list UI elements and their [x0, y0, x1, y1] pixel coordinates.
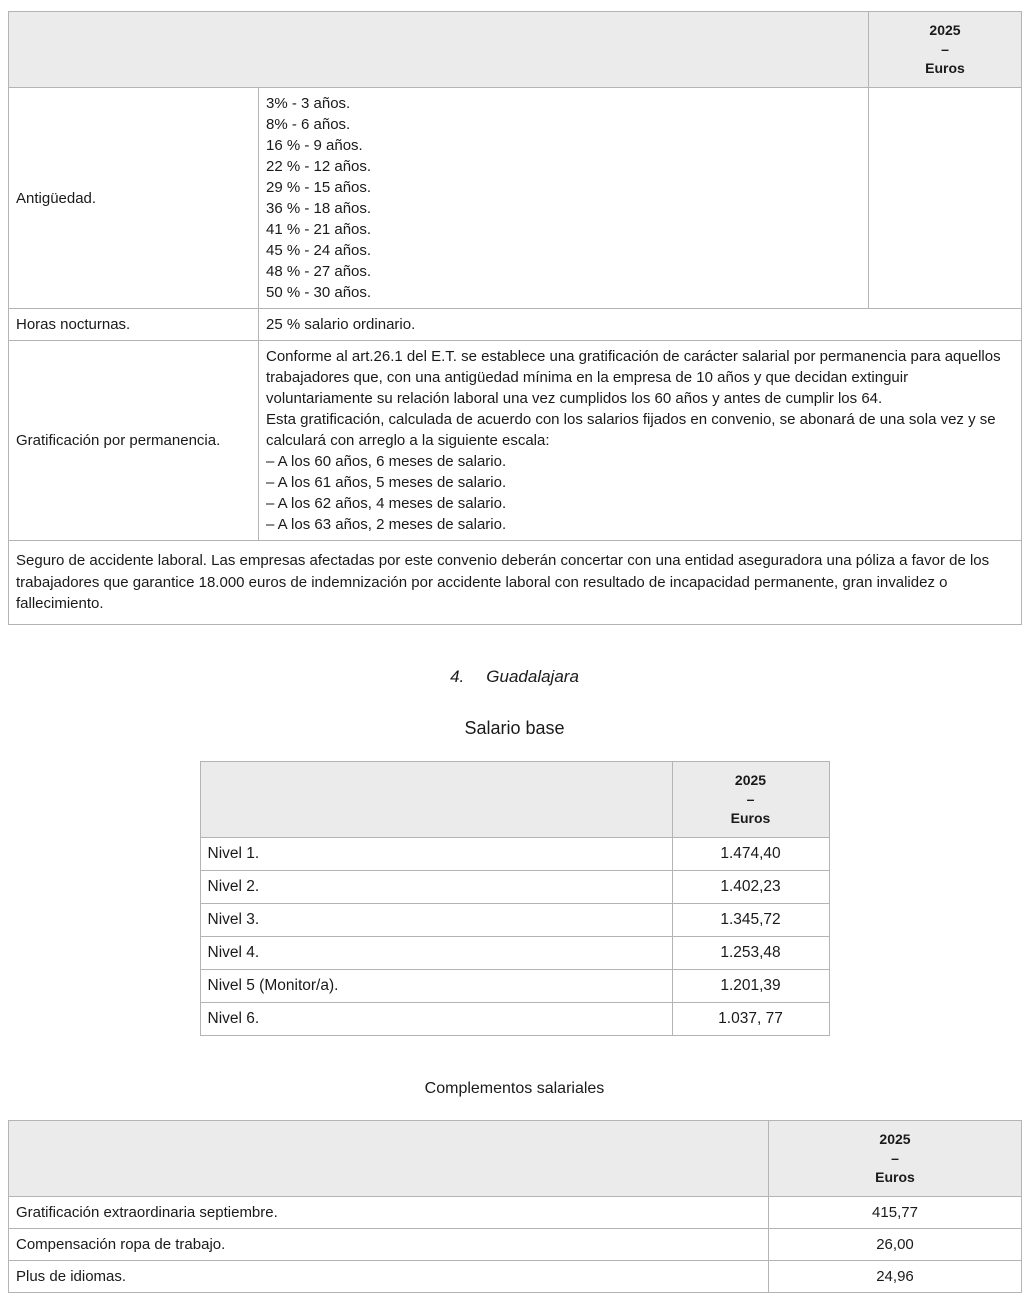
salario-header-row [200, 761, 829, 837]
row-value: 1.474,40 [672, 837, 829, 870]
table-row-nivel-3 [200, 903, 829, 936]
bottom-whitespace [0, 1293, 1029, 1302]
complementos-header-empty-cell [9, 1120, 769, 1196]
antiguedad-line: 3% - 3 años. [266, 95, 351, 112]
gratificacion-content-cell [259, 341, 1022, 541]
table-row-nivel-5 [200, 969, 829, 1002]
salario-base-table [200, 761, 830, 1036]
row-value: 26,00 [769, 1228, 1022, 1260]
year-header-unit: Euros [925, 60, 965, 76]
row-label: Nivel 1. [200, 837, 672, 870]
antiguedad-line: 50 % - 30 años. [266, 284, 372, 301]
table-row-nivel-1 [200, 837, 829, 870]
year-header [876, 21, 1014, 78]
gratificacion-paragraph: Esta gratificación, calculada de acuerdo con los salarios fijados en convenio, se abonará de una sola vez y se calculará con arreglo a la siguiente escala: [266, 411, 996, 449]
antiguedad-content-cell [259, 88, 869, 309]
antiguedad-euros-cell-empty [869, 88, 1022, 309]
table-row-compensacion-ropa [9, 1228, 1022, 1260]
year-header [776, 1130, 1014, 1187]
row-label: Nivel 3. [200, 903, 672, 936]
row-value: 1.201,39 [672, 969, 829, 1002]
table-row-nivel-2 [200, 870, 829, 903]
row-value: 1.345,72 [672, 903, 829, 936]
year-header-dash: – [941, 41, 949, 57]
year-header-unit: Euros [730, 809, 771, 826]
section-number: 4. [450, 666, 465, 686]
table-row-gratificacion-septiembre [9, 1196, 1022, 1228]
antiguedad-line: 41 % - 21 años. [266, 221, 372, 238]
table-row-nivel-4 [200, 936, 829, 969]
row-value: 1.037, 77 [672, 1002, 829, 1035]
antiguedad-line: 22 % - 12 años. [266, 158, 372, 175]
main-table-year-header-cell [869, 12, 1022, 88]
salario-base-heading: Salario base [464, 717, 565, 738]
salario-year-header-cell [672, 761, 829, 837]
row-value: 1.253,48 [672, 936, 829, 969]
row-label: Nivel 6. [200, 1002, 672, 1035]
year-header-year: 2025 [734, 771, 767, 788]
table-row-nivel-6 [200, 1002, 829, 1035]
complementos-table [8, 1120, 1022, 1293]
horas-nocturnas-line: 25 % salario ordinario. [266, 316, 416, 333]
complementos-year-header-cell [769, 1120, 1022, 1196]
gratificacion-scale-line: – A los 60 años, 6 meses de salario. [266, 453, 507, 470]
year-header-year: 2025 [879, 1130, 911, 1147]
year-header-dash: – [891, 1149, 899, 1166]
main-table-header-row [9, 12, 1022, 88]
row-label-gratificacion-permanencia: Gratificación por permanencia. [9, 341, 259, 541]
row-label: Plus de idiomas. [9, 1260, 769, 1292]
row-label: Compensación ropa de trabajo. [9, 1228, 769, 1260]
complementos-header-row [9, 1120, 1022, 1196]
main-table-header-empty-cell [9, 12, 869, 88]
section-heading-guadalajara [0, 667, 1029, 687]
year-header-year: 2025 [929, 22, 961, 38]
table-row-horas-nocturnas [9, 309, 1022, 341]
table-row-plus-idiomas [9, 1260, 1022, 1292]
row-label: Gratificación extraordinaria septiembre. [9, 1196, 769, 1228]
table-row-antiguedad [9, 88, 1022, 309]
year-header [680, 771, 822, 828]
complementos-heading: Complementos salariales [424, 1079, 605, 1097]
gratificacion-scale-line: – A los 63 años, 2 meses de salario. [266, 516, 507, 533]
row-value: 1.402,23 [672, 870, 829, 903]
gratificacion-paragraph: Conforme al art.26.1 del E.T. se establece una gratificación de carácter salarial por permanencia para aquellos trabajadores que, con una antigüedad mínima en la empresa de 10 años y que decidan extinguir voluntariamente su relación laboral una vez cumplidos los 60 años y antes de cumplir los 64. [266, 348, 1001, 407]
antiguedad-line: 36 % - 18 años. [266, 200, 372, 217]
row-label: Nivel 5 (Monitor/a). [200, 969, 672, 1002]
row-label: Nivel 4. [200, 936, 672, 969]
antiguedad-line: 16 % - 9 años. [266, 137, 363, 154]
row-label-horas-nocturnas: Horas nocturnas. [9, 309, 259, 341]
antiguedad-line: 29 % - 15 años. [266, 179, 372, 196]
section-title: Guadalajara [486, 666, 579, 686]
table-row-seguro-accidente [9, 541, 1022, 625]
antiguedad-line: 8% - 6 años. [266, 116, 351, 133]
row-label-antiguedad: Antigüedad. [9, 88, 259, 309]
antiguedad-line: 45 % - 24 años. [266, 242, 372, 259]
gratificacion-scale-line: – A los 61 años, 5 meses de salario. [266, 474, 507, 491]
row-label: Nivel 2. [200, 870, 672, 903]
year-header-dash: – [746, 790, 755, 807]
salario-header-empty-cell [200, 761, 672, 837]
table-row-gratificacion-permanencia [9, 341, 1022, 541]
main-complements-table [8, 11, 1022, 625]
gratificacion-scale-line: – A los 62 años, 4 meses de salario. [266, 495, 507, 512]
row-value: 24,96 [769, 1260, 1022, 1292]
seguro-accidente-text: Seguro de accidente laboral. Las empresas afectadas por este convenio deberán concertar con una entidad aseguradora una póliza a favor de los trabajadores que garantice 18.000 euros de indemnización por accidente laboral con resultado de incapacidad permanente, gran invalidez o fallecimiento. [9, 541, 1022, 625]
year-header-unit: Euros [875, 1168, 915, 1185]
horas-nocturnas-content-cell [259, 309, 1022, 341]
antiguedad-line: 48 % - 27 años. [266, 263, 372, 280]
row-value: 415,77 [769, 1196, 1022, 1228]
